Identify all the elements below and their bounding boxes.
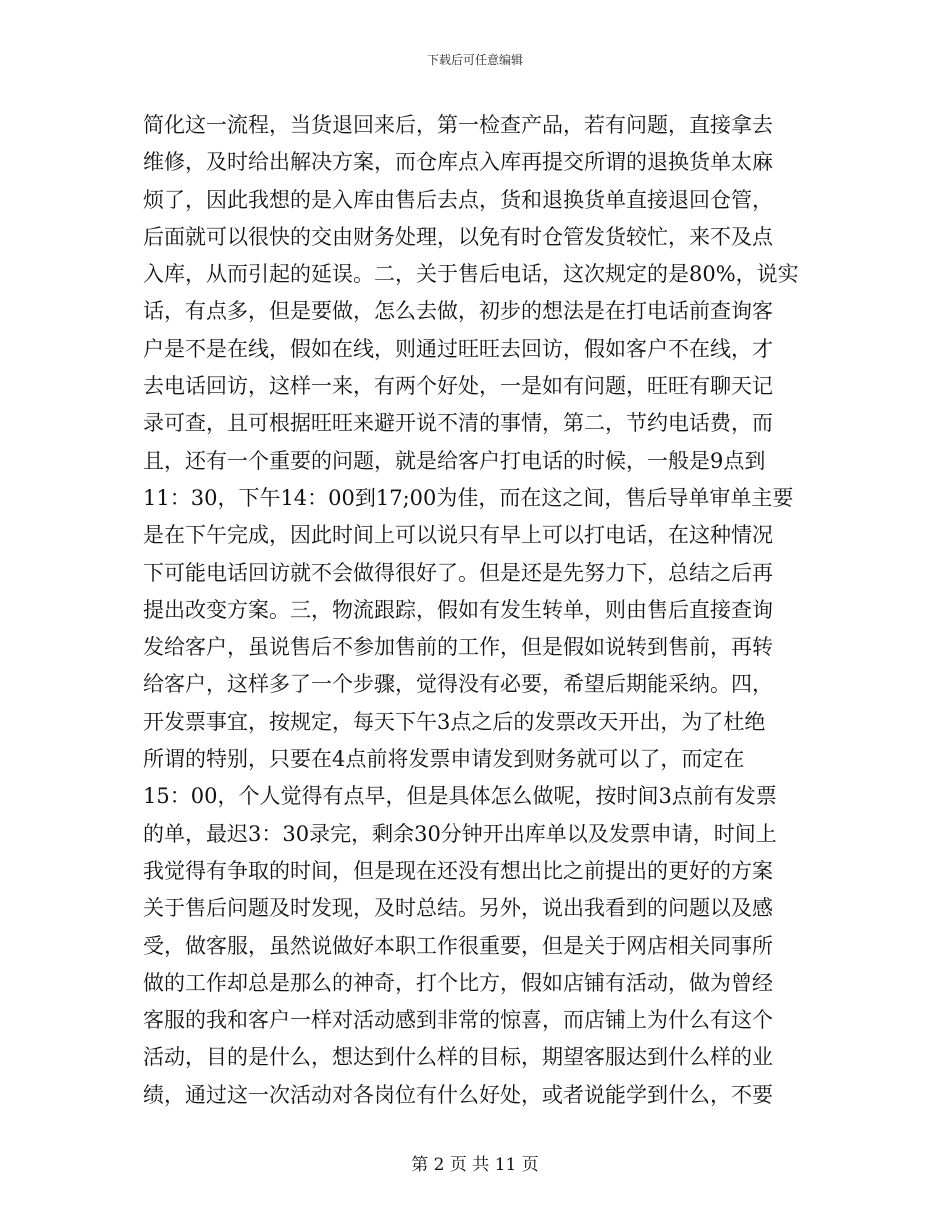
body-line: 客服的我和客户一样对活动感到非常的惊喜，而店铺上为什么有这个 [143,1008,773,1033]
body-line: 发给客户，虽说售后不参加售前的工作，但是假如说转到售前，再转 [143,635,773,660]
body-line: 后面就可以很快的交由财务处理，以免有时仓管发货较忙，来不及点 [143,224,773,249]
body-line: 提出改变方案。三，物流跟踪，假如有发生转单，则由售后直接查询 [143,597,773,622]
body-line: 活动，目的是什么，想达到什么样的目标，期望客服达到什么样的业 [143,1045,773,1070]
page-number: 第 2 页 共 11 页 [411,1155,539,1175]
body-line: 绩，通过这一次活动对各岗位有什么好处，或者说能学到什么，不要 [143,1082,773,1107]
body-line: 简化这一流程，当货退回来后，第一检查产品，若有问题，直接拿去 [143,113,773,137]
body-line: 所谓的特别，只要在4点前将发票申请发到财务就可以了，而定在 [143,747,745,772]
body-line: 是在下午完成，因此时间上可以说只有早上可以打电话，在这种情况 [143,523,773,548]
body-line: 15：00，个人觉得有点早，但是具体怎么做呢，按时间3点前有发票 [143,784,777,809]
body-line: 受，做客服，虽然说做好本职工作很重要，但是关于网店相关同事所 [143,933,773,958]
body-line: 烦了，因此我想的是入库由售后去点，货和退换货单直接退回仓管， [143,187,773,212]
body-line: 且，还有一个重要的问题，就是给客户打电话的时候，一般是9点到 [143,448,766,473]
page-header-note: 下载后可任意编辑 [426,53,523,67]
body-line: 入库，从而引起的延误。二，关于售后电话，这次规定的是80%，说实 [143,262,799,287]
body-line: 给客户，这样多了一个步骤，觉得没有必要，希望后期能采纳。四， [143,672,773,697]
body-line: 的单，最迟3：30录完，剩余30分钟开出库单以及发票申请，时间上 [143,821,777,846]
body-line: 户是不是在线，假如在线，则通过旺旺去回访，假如客户不在线，才 [143,336,773,361]
body-line: 做的工作却总是那么的神奇，打个比方，假如店铺有活动，做为曾经 [143,970,773,995]
body-line: 关于售后问题及时发现，及时总结。另外，说出我看到的问题以及感 [143,896,773,921]
body-line: 维修，及时给出解决方案，而仓库点入库再提交所谓的退换货单太麻 [143,150,773,175]
body-line: 去电话回访，这样一来，有两个好处，一是如有问题，旺旺有聊天记 [143,374,773,399]
body-line: 开发票事宜，按规定，每天下午3点之后的发票改天开出，为了杜绝 [143,709,766,734]
body-line: 11：30，下午14：00到17;00为佳，而在这之间，售后导单审单主要 [143,485,794,510]
body-line: 录可查，且可根据旺旺来避开说不清的事情，第二，节约电话费，而 [143,411,773,436]
document-body [143,107,815,1114]
body-line: 话，有点多，但是要做，怎么去做，初步的想法是在打电话前查询客 [143,299,773,324]
body-line: 我觉得有争取的时间，但是现在还没有想出比之前提出的更好的方案 [143,858,773,883]
body-line: 下可能电话回访就不会做得很好了。但是还是先努力下，总结之后再 [143,560,773,585]
